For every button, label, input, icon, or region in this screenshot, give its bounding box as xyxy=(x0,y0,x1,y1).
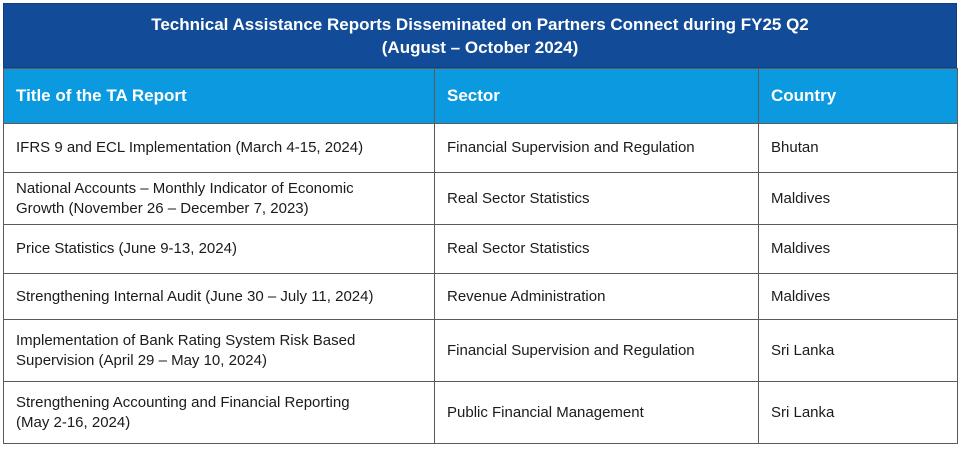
country-cell: Sri Lanka xyxy=(759,320,958,382)
sector-cell: Real Sector Statistics xyxy=(435,173,759,225)
table-row xyxy=(4,320,958,382)
country-cell: Maldives xyxy=(759,225,958,274)
report-title-line: Strengthening Internal Audit (June 30 – July 11, 2024) xyxy=(16,287,374,305)
table-row xyxy=(4,382,958,444)
country-cell: Bhutan xyxy=(759,124,958,173)
column-header-title: Title of the TA Report xyxy=(4,69,435,124)
report-title-cell xyxy=(4,274,435,320)
header-row xyxy=(4,69,958,124)
report-title-line: (May 2-16, 2024) xyxy=(16,413,131,431)
ta-reports-table xyxy=(3,68,958,444)
report-title-line: IFRS 9 and ECL Implementation (March 4-15, 2024) xyxy=(16,139,364,156)
sector-cell: Real Sector Statistics xyxy=(435,225,759,274)
sector-cell: Revenue Administration xyxy=(435,274,759,320)
column-header-sector: Sector xyxy=(435,69,759,124)
report-title-line: Price Statistics (June 9-13, 2024) xyxy=(16,240,237,257)
country-cell: Maldives xyxy=(759,274,958,320)
report-title-line: Supervision (April 29 – May 10, 2024) xyxy=(16,351,267,369)
report-title-cell xyxy=(4,225,435,274)
table-row xyxy=(4,173,958,225)
column-header-country: Country xyxy=(759,69,958,124)
country-cell: Maldives xyxy=(759,173,958,225)
country-cell: Sri Lanka xyxy=(759,382,958,444)
table-row xyxy=(4,225,958,274)
report-title-line: Implementation of Bank Rating System Risk Based xyxy=(16,331,356,349)
table-row xyxy=(4,124,958,173)
sector-cell: Financial Supervision and Regulation xyxy=(435,320,759,382)
table-title-line-2: (August – October 2024) xyxy=(381,37,579,57)
ta-reports-table-container xyxy=(3,3,957,444)
report-title-line: Growth (November 26 – December 7, 2023) xyxy=(16,199,309,217)
table-row xyxy=(4,274,958,320)
report-title-cell xyxy=(4,124,435,173)
table-title-line-1: Technical Assistance Reports Disseminated on Partners Connect during FY25 Q2 xyxy=(151,14,809,34)
report-title-cell xyxy=(4,173,435,225)
table-title xyxy=(3,3,957,68)
sector-cell: Public Financial Management xyxy=(435,382,759,444)
report-title-line: National Accounts – Monthly Indicator of Economic xyxy=(16,179,354,197)
report-title-cell xyxy=(4,320,435,382)
report-title-cell xyxy=(4,382,435,444)
sector-cell: Financial Supervision and Regulation xyxy=(435,124,759,173)
report-title-line: Strengthening Accounting and Financial Reporting xyxy=(16,393,350,411)
